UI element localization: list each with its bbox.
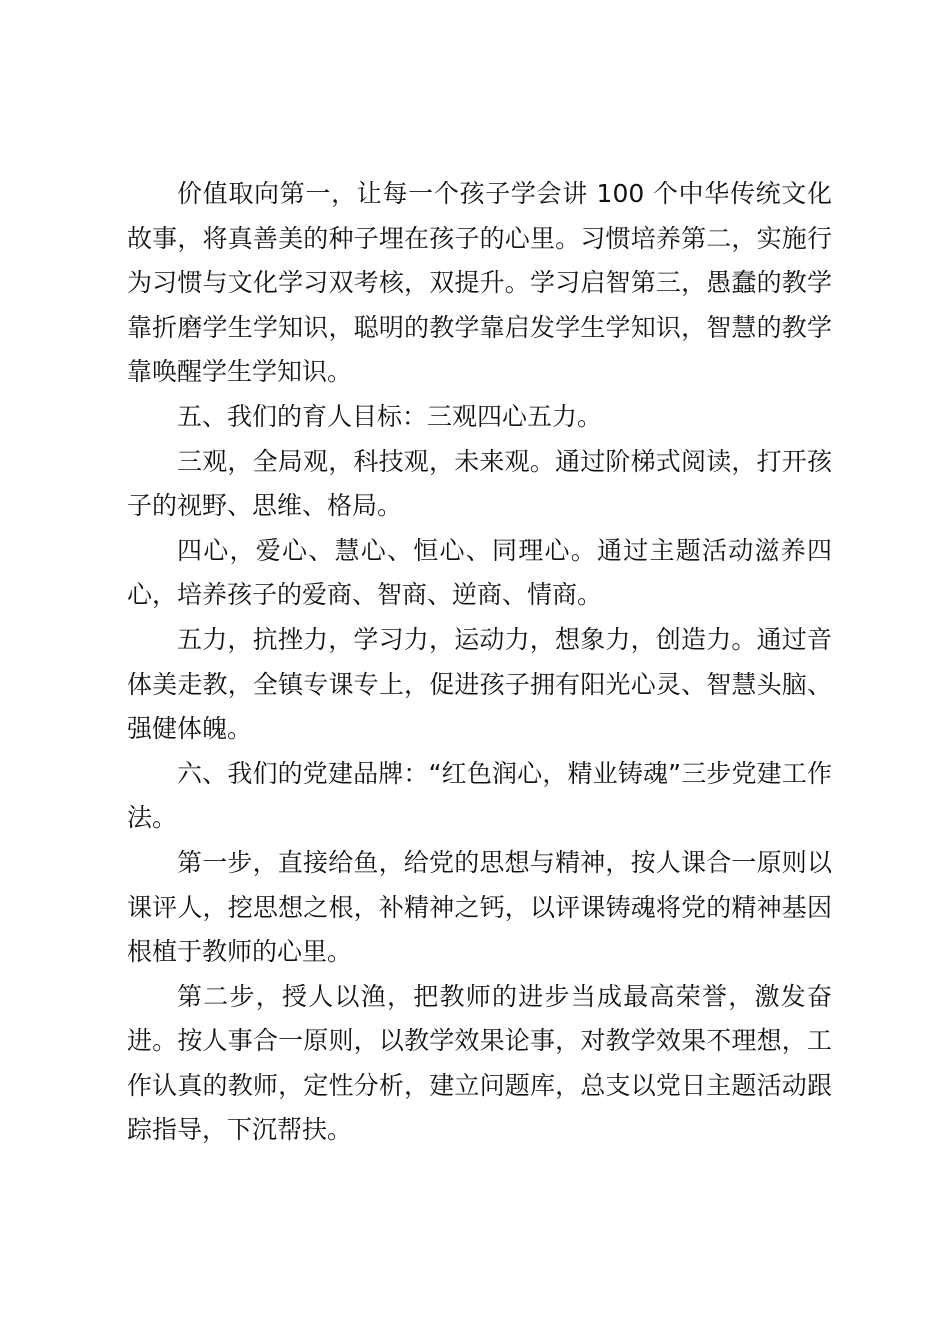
- heading-party-brand: 六、我们的党建品牌：“红色润心，精业铸魂”三步党建工作法。: [127, 758, 832, 833]
- paragraph-value-orientation: 价值取向第一，让每一个孩子学会讲 100 个中华传统文化故事，将真善美的种子埋在孩子的心里。习惯培养第二，实施行为习惯与文化学习双考核，双提升。学习启智第三，愚蠢的教学靠折磨学生学知识，聪明的教学靠启发学生学知识，智慧的教学靠唤醒学生学知识。: [127, 179, 832, 387]
- paragraph-five-abilities: 五力，抗挫力，学习力，运动力，想象力，创造力。通过音体美走教，全镇专课专上，促进孩子拥有阳光心灵、智慧头脑、强健体魄。: [127, 624, 832, 744]
- paragraph-step-one: 第一步，直接给鱼，给党的思想与精神，按人课合一原则以课评人，挖思想之根，补精神之钙，以评课铸魂将党的精神基因根植于教师的心里。: [127, 847, 832, 967]
- paragraph-four-hearts: 四心，爱心、慧心、恒心、同理心。通过主题活动滋养四心，培养孩子的爱商、智商、逆商、情商。: [127, 535, 832, 610]
- paragraph-three-views: 三观，全局观，科技观，未来观。通过阶梯式阅读，打开孩子的视野、思维、格局。: [127, 446, 832, 521]
- document-page: [127, 172, 832, 1153]
- heading-education-goal: 五、我们的育人目标：三观四心五力。: [177, 401, 603, 431]
- paragraph-step-two: 第二步，授人以渔，把教师的进步当成最高荣誉，激发奋进。按人事合一原则，以教学效果论事，对教学效果不理想，工作认真的教师，定性分析，建立问题库，总支以党日主题活动跟踪指导，下沉帮扶。: [127, 981, 832, 1145]
